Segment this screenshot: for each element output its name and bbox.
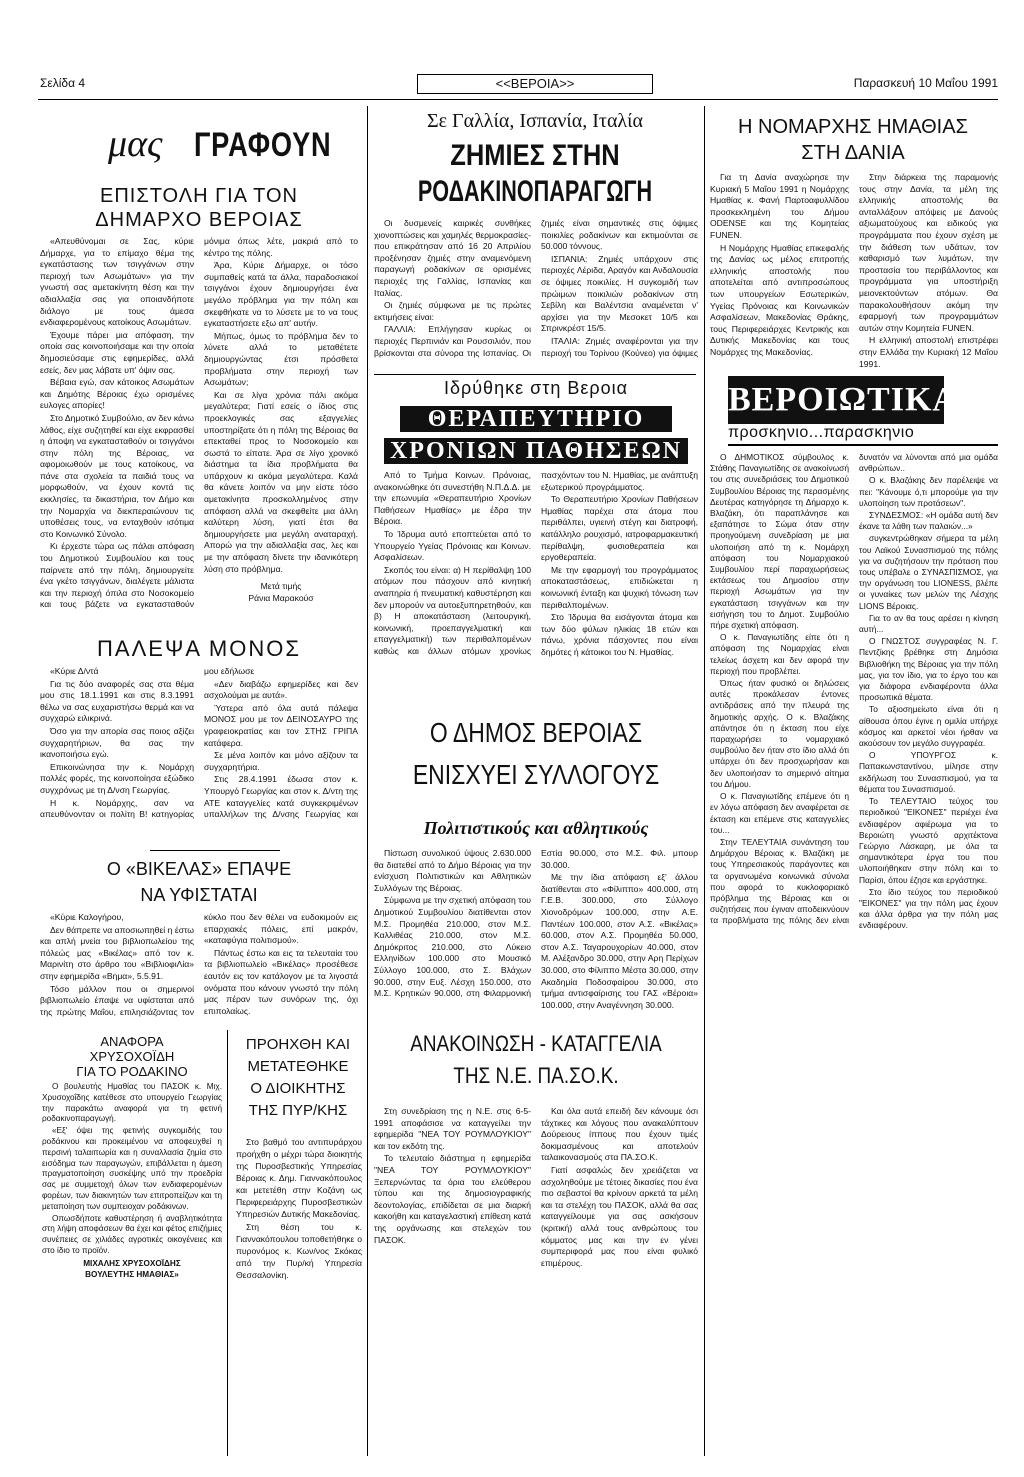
beroiotika-subtitle: προσκηνιο...παρασκηνιο	[728, 424, 998, 446]
anakoinosi-body	[374, 1106, 698, 1456]
signature: Ράνια Μαρακούσ	[248, 592, 314, 603]
list-item: Ο κ. Παναγιωτίδης είπε ότι η απόφαση της Νομαρχίας είναι τελείως άσχετη και δεν αφορά την περιοχή που προβλέπει.	[710, 632, 849, 676]
list-item: Ο κ. Παναγιωτίδης επέμενε ότι η εν λόγω απόφαση δεν αναφέρεται σε έκταση και επέμενε στις καταγγελίες του...	[710, 791, 849, 835]
signature: ΜΙΧΑΛΗΣ ΧΡΥΣΟΧΟΪΔΗΣ	[83, 1258, 181, 1268]
prohthi-title-line: ΤΗΣ ΠΥΡ/ΚΗΣ	[248, 1102, 348, 1119]
list-item: Το αξιοσημείωτο είναι ότι η αίθουσα όπου έγινε η ομιλία υπήρχε κόσμος και αρκετοί νέοι ήρθαν να ακούσουν τον μεγάλο συγγραφέα.	[859, 704, 998, 749]
paragraph: «Δεν διαβάζω εφημερίδες και δεν ασχολούμαι με αυτά».	[204, 678, 358, 701]
vikelas-body	[40, 912, 358, 1020]
list-item: Όπως ήταν φυσικό οι δηλώσεις αυτές προκάλεσαν έντονες αντιδράσεις από την πλευρά της δημοτικής αρχής. Ο κ. Βλαζάκης απάντησε ότι η έκταση που είχε παραχωρήσει το νομαρχιακό συμβούλιο δεν ήταν στο ίδιο αλλά ότι υπάρχει ότι δεν προσχωρήσαν και δεν υλοποιήσαν το σημερινό αίτημα του Δήμου.	[710, 678, 849, 789]
paragraph: Για τις δύο αναφορές σας στα θέμα μου στις 18.1.1991 και στις 8.3.1991 θέλω να σας ευχαριστήσω θερμά και να συγχαρώ ειλικρινά.	[40, 678, 194, 724]
paragraph: ΙΣΠΑΝΙΑ: Ζημιές υπάρχουν στις περιοχές Λέριδα, Αραγόν και Ανδαλουσία σε όψιμες ποικιλίες. Η συγκομιδή των πρώιμων ποικιλιών ροδακίνων στη Σεβίλη και Βαλέντσια αναμένεται ν' αρχίσει για την Μεσοκετ 10/5 και Σπρινκρέστ 15/5.	[541, 253, 698, 334]
paragraph: Άρα, Κύριε Δήμαρχε, οι τόσο συμπαθείς κατά τα άλλα, παραδοσιακοί τσιγγάνοι έχουν δημιουργήσει ένα μεγάλο πρόβλημα για την πόλη και σκεφθήκατε να το λύσετε με το να τους εγκαταστήσετε εξω απ' αυτήν.	[204, 260, 358, 329]
paragraph: Σε μένα λοιπόν και μόνο αξίζουν τα συγχαρητήρια.	[204, 750, 358, 772]
vikelas-title-line: Ο «ΒΙΚΕΛΑΣ» ΕΠΑΨΕ	[106, 859, 292, 879]
prohthi-title-line: Ο ΔΙΟΙΚΗΤΗΣ	[250, 1080, 346, 1097]
paragraph: «Κύριε Δ/ντά	[50, 666, 99, 676]
paragraph: «Κύριε Καλογήρου,	[50, 912, 124, 922]
paragraph: Στο Δημοτικό Συμβούλιο, αν δεν κάνω λάθος, είχε συζητηθεί και είχε εκφρασθεί η άποψη να εγκατασταθούν οι τσιγγάνοι στην πόλη της Βέροιας, να αφομοιωθούν με τους κατοίκους, να πάνε στα σχολεία τα παιδιά τους να μορφωθούν, να έχουν κοντά τις εκκλησίες, τα δικαστήρια, τον Δήμο και την Νομαρχία να διεκπεραιώνουν τις υποθέσεις τους, να ενταχθούν ισότιμα στο Κοινωνικό Σύνολο.	[40, 412, 194, 539]
paragraph: «Απευθύνομαι σε Σας, κύριε Δήμαρχε, για το επίμαχο θέμα της εγκατάστασης των τσιγγάνων στην περιοχή των Ασωμάτων» για την γνωστή σας αμετακίνητη θέση και την αδιαλλαξία σας για οποιανδήποτε διάλογο με τους άμεσα ενδιαφερομένους κατοίκους Ασωμάτων.	[40, 236, 194, 328]
dimos-headline	[374, 712, 698, 812]
paragraph: Το Ίδρυμα αυτό εποπτεύεται από το Υπουργείο Υγείας Πρόνοιας και Κοινων. Ασφαλίσεων.	[374, 528, 531, 563]
paragraph: Βέβαια εγώ, σαν κάτοικος Ασωμάτων και Δημότης Βέροιας έχω ορισμένες ευλογες απορίες!	[40, 377, 194, 411]
palepsa-title: ΠΑΛΕΨΑ ΜΟΝΟΣ	[97, 636, 301, 661]
paragraph: Οπωσδήποτε καθυστέρηση ή αναβλητικότητα στη λήψη αποφάσεων θα έχει και φέτος επιζήμιες συνέπειες σε χιλιάδες αγροτικές οικογένειες και στο ίδιο το προϊόν.	[42, 1213, 222, 1255]
paragraph: Τόσο μάλλον που οι σημερινοί βιβλιοπωλείο έπαψε να υφίσταται από της πρώτης Μαΐου, επιλησιάζοντας τον κύκλο που δεν θέλει να ευδοκιμούν εις επαρχιακές πόλεις, επί μακρόν, «καταφύγια πολιτισμού».	[40, 912, 358, 1017]
column-divider	[367, 106, 368, 1456]
therapeftirio-headline-1: ΘΕΡΑΠΕΥΤΗΡΙΟ	[400, 406, 672, 432]
paper-name: <<ΒΕΡΟΙΑ>>	[417, 74, 653, 94]
therapeftirio-kicker: Ιδρύθηκε στη Βεροια	[443, 378, 629, 398]
signature: ΒΟΥΛΕΥΤΗΣ ΗΜΑΘΙΑΣ»	[85, 1269, 179, 1279]
signature: Μετά τιμής	[260, 581, 302, 592]
paragraph: Στο Ίδρυμα θα εισάγονται άτομα και των δύο φύλων ηλικίας 18 ετών και πάνω, χρόνια πάσχοντες που είναι δημότες ή κάτοικοι του Ν. Ημαθίας.	[541, 612, 698, 657]
paragraph: Ύστερα από όλα αυτά πάλεψα ΜΟΝΟΣ μου με τον ΔΕΙΝΟΣΑΥΡΟ της γραφειοκρατίας και τον ΣΤΗΣ ΓΡΙΠΑ κατάφερα.	[204, 702, 358, 748]
paragraph: Για τη Δανία αναχώρησε την Κυριακή 5 Μαΐου 1991 η Νομάρχης Ημαθίας κ. Φανή Παρτοαφυλλίδου προσκεκλημένη του Δήμου ODENSE και της Κομητείας FUNEN.	[710, 172, 849, 240]
rodakino-headline	[372, 138, 698, 218]
paragraph: Οι ζημιές σύμφωνα με τις πρώτες εκτιμήσεις είναι:	[374, 300, 531, 322]
list-item: συγκεντρώθηκαν σήμερα τα μέλη του Λαϊκού Συνασπισμού της πόλης για να συζητήσουν την πρόταση που τους υπέβαλε ο ΣΥΝΑΣΠΙΣΜΟΣ, για την οργάνωση του LIONESS, βλέπε οι γυναίκες των μελών της Λέσχης LIONS Βέροιας.	[859, 533, 998, 611]
list-item: Ο ΔΗΜΟΤΙΚΟΣ σύμβουλος κ. Στάθης Παναγιωτίδης σε ανακοίνωσή του στις συνεδριάσεις του Δημοτικού Συμβουλίου Βέροιας της περασμένης Δευτέρας κατηγόρησε τη Δήμαρχο κ. Βλαζάκη, ότι παραπλάνησε και εξαπάτησε το Σώμα όταν στην προηγούμενη συνεδρίαση με μια υλοποιήση από τη κ. Νομάρχη απόφαση του Νομαρχιακού Συμβουλίου περί παραχωρήσεως εκτάσεως του Δημοσίου στην περιοχή Ασωμάτων για την εγκατάσταση τσιγγάνων και την εισήγηση του το Δημοτ. Συμβούλιο πήρε σχετική απόφαση.	[710, 452, 849, 631]
therapeftirio-body	[374, 470, 698, 700]
nomarchis-body	[710, 172, 998, 374]
issue-date: Παρασκευή 10 Μαΐου 1991	[853, 76, 998, 90]
anafora-title-line: ΧΡΥΣΟΧΟΪΔΗ	[89, 1049, 175, 1064]
page-header	[40, 74, 998, 94]
rodakino-body	[374, 218, 698, 368]
paragraph: Όσο για την απορία σας ποιος αξίζει συγχαρητήριων, θα σας την ικανοποιήσω εγώ.	[40, 725, 194, 760]
nomarchis-title-line: ΣΤΗ ΔΑΝΙΑ	[801, 142, 905, 164]
list-item: Ο ΥΠΟΥΡΓΟΣ κ. Παπακωνσταντίνου, μίλησε στην εκδήλωση του Συνασπισμού, για τα θέματα του Συνασπισμού.	[859, 750, 998, 794]
paragraph: Η ελληνική αποστολή επιστρέφει στην Ελλάδα την Κυριακή 12 Μαΐου 1991.	[859, 335, 998, 369]
logo-script: μας	[108, 123, 163, 165]
rodakino-kicker: Σε Γαλλία, Ισπανία, Ιταλία	[427, 110, 643, 132]
anafora-title-line: ΓΙΑ ΤΟ ΡΟΔΑΚΙΝΟ	[76, 1064, 188, 1079]
paragraph: Το τελευταίο διάστημα η εφημερίδα "ΝΕΑ ΤΟΥ ΡΟΥΜΛΟΥΚΙΟΥ" Ξεπερνώντας τα όρια του ελεύθερου τύπου και της δημοσιογραφικής δεοντολογίας, επιδίδεται σε μια διαρκή κακοήθη και καταγελαστική επίθεση κατά της οργάνωσης και στελεχών του ΠΑΣΟΚ.	[374, 1153, 531, 1245]
paragraph: Έχουμε πάρει μια απόφαση, την οποία σας κοινοποιήσαμε και την οποία δημοσιεύσαμε στις εφημερίδες, αλλά εσείς, δεν μας λάβατε υπ' όψιν σας.	[40, 329, 194, 375]
therapeftirio-headline-2: ΧΡΟΝΙΩΝ ΠΑΘΗΣΕΩΝ	[384, 438, 688, 464]
list-item: Ο ΓΝΩΣΤΟΣ συγγραφέας Ν. Γ. Πεντζίκης βρέθηκε στη Δημόσια Βιβλιοθήκη της Βέροιας για την πόλη μας, για τον ίδιο, για το έργο του και για διάφορα ενδιαφέροντα άλλα προσωπικά θέματα.	[859, 636, 998, 703]
paragraph: Στην διάρκεια της παραμονής τους στην Δανία, τα μέλη της ελληνικής αποστολής θα ανταλλάξουν απόψεις με Δανούς αξιωματούχους και ειδικούς για προγράμματα που έχουν σχέση με την διάθεση των υδάτων, τον καθαρισμό των λυμάτων, την προστασία του περιβάλλοντος και προγράμματα για υποστήριξη μειονεκτούντων ατόμων. Θα παρακολουθήσουν ακόμη την εφαρμογή των προγραμμάτων αυτών στην Κομητεία FUNEN.	[859, 172, 998, 333]
paragraph: Στις 28.4.1991 έδωσα στον κ. Υπουργό Γεωργίας και στον κ. Δ/ντη της ΑΤΕ καταγγελίες κατά συγκεκριμένων υπαλλήλων της Δ/νσης Γεωργίας και	[204, 774, 358, 820]
paragraph: Στη συνεδρίαση της η Ν.Ε. στις 6-5-1991 αποφάσισε να καταγγείλει την εφημερίδα "ΝΕΑ ΤΟΥ ΡΟΥΜΛΟΥΚΙΟΥ" και τον εκδότη της.	[374, 1106, 531, 1151]
paragraph: Δεν θάπρεπε να αποσιωπηθεί η έστω και απλή μνεία του βιβλιοπωλείου της πόλεώς μας «Βικέλας» από τον κ. Μαρινίτη στο άρθρο του «ΒιβλιοφιΛία» στην εφημερίδα «Βημα», 5.5.91.	[40, 924, 194, 981]
paragraph: Σύμφωνα με την σχετική απόφαση του Δημοτικού Συμβουλίου διατίθενται στον Μ.Σ. Προμηθέα 210.000, στον Μ.Σ. Καλλιθέας 210.000, στον Μ.Σ. Δημόκριτος 210.000, στο Λύκειο Ελληνίδων 100.000 στο Μουσικό Σύλλογο 100.000, στο Σ. Βλάχων 90.000, στην Ευξ. Λέσχη 150.000, στο Μ.Σ. Κρητικών 90.000, στη Φιλαρμονική Εστία 90.000, στο Μ.Σ. Φιλ. μπουρ 30.000.	[374, 848, 698, 999]
paragraph: Και όλα αυτά επειδή δεν κάνουμε όσι τάχτικες και λόγους που ανακαλύπτουν Δούρειους ίππους που έχουν τιμές δοκιμασμένους και αποτελούν ταλαικονασμούς στα ΠΑ.ΣΟ.Κ.	[541, 1106, 698, 1163]
vikelas-title-line: ΝΑ ΥΦΙΣΤΑΤΑΙ	[140, 885, 258, 905]
letter-body	[40, 236, 358, 632]
letter-title	[40, 184, 358, 232]
nomarchis-title-line: Η ΝΟΜΑΡΧΗΣ ΗΜΑΘΙΑΣ	[738, 116, 968, 138]
list-item: Ο κ. Βλαζάκης δεν παρέλειψε να πει: "Κάνουμε ό,τι μπορούμε για την υλοποίηση των προτάσεων".	[859, 475, 998, 508]
paragraph: Κι έρχεστε τώρα ως πάλαι απόφαση του Δημοτικού Συμβουλίου και τους παίρνετε από την πόλη, δημιουργείτε ένα γκέτο τσιγγάνων, διαλέγετε μάλιστα και την περιοχή όπιλα στο Νοσοκομείο και τους βάζετε να εγκατασταθούν μόνιμα όπως λέτε, μακριά από το κέντρο της πόλης.	[40, 236, 358, 610]
section-divider	[150, 850, 280, 851]
dimos-headline-line: ΕΝΙΣΧΥΕΙ ΣΥΛΛΟΓΟΥΣ	[412, 759, 660, 790]
rodakino-headline-line: ΡΟΔΑΚΙΝΟΠΑΡΑΓΩΓΗ	[417, 175, 653, 208]
paragraph: Το Θεραπευτήριο Χρονίων Παθήσεων Ημαθίας παρέχει στα άτομα που περιθάλπει, υγιεινή στέγη και διατροφή, κατάλληλο ρουχισμό, ιατροφαρμακευτική περίθαλψη, φυσιοθεραπεία και εργοθεραπεία.	[541, 494, 698, 563]
beroiotika-logo: ΒΕΡΟΙΩΤΙΚΑ	[728, 376, 944, 424]
paragraph: ΙΤΑΛΙΑ: Ζημιές αναφέρονται για την περιοχή του Τορίνου (Κούνεο) για όψιμες	[541, 335, 698, 358]
list-item: Το ΤΕΛΕΥΤΑΙΟ τεύχος του περιοδικού "ΕΙΚΟΝΕΣ" περιέχει ένα ενδιαφέρον αφιέρωμα για το Βεροιώτη γνωστό αρχιτέκτονα Γεώργιο Λάσκαρη, με όλα τα σημαντικότερα έργα του που υλοποιήθηκαν στην πόλη και το Παρίσι, όπου έζησε και εργάστηκε.	[859, 796, 998, 885]
column-divider	[704, 106, 705, 1456]
paragraph: Γιατί ασφαλώς δεν χρειάζεται να ασχοληθούμε με τέτοιες δικασίες που ένα πιο σεβαστοί θα κρίνουν αρκετά τα μέλη και τα στελέχη του ΠΑΣΟΚ, αλλά θα σας καταγγείλουμε για σας ασκήσουν (κριτική) αλλά τους ανθρώπους του κόμματος μας και την εν γένει συμπεριφορά μας που είναι φυλικό επιμέρους.	[541, 1164, 698, 1268]
prohthi-title-line: ΠΡΟΗΧΘΗ ΚΑΙ	[245, 1036, 351, 1053]
palepsa-body	[40, 666, 358, 832]
paragraph: ΓΑΛΛΙΑ: Επλήγησαν κυρίως οι περιοχές Περπινιάν και Ρουσσιλιόν, που βρίσκονται στα σύνορα της Ισπανίας. Οι ζημιές είναι σημαντικές στις όψιμες ποικιλίες ροδακίνων και εκτιμούνται σε 50.000 τόννους.	[374, 218, 698, 358]
paragraph: Πίστωση συνολικού ύψους 2.630.000 θα διατεθεί από το Δήμο Βέροιας για την ενίσχυση Πολιτιστικών και Αθλητικών Συλλόγων της Βέροιας.	[374, 848, 531, 893]
list-item: Στην ΤΕΛΕΥΤΑΙΑ συνάντηση του Δημάρχου Βέροιας κ. Βλαζάκη με τους Υπηρεσιακούς παράγοντες και τα οργανωμένα κοινωνικά σύνολα που αφορά το κυκλοφοριακό πρόβλημα της Βέροιας και οι συζητήσεις που έγιναν αποδεικνύουν τα προβλήματα της πόλης δεν είναι δυνατόν να λύνονται από μια ομάδα ανθρώπων..	[710, 452, 998, 926]
beroiotika-items	[710, 452, 998, 1456]
paragraph: Από το Τμήμα Κοινων. Πρόνοιας, ανακοινώθηκε ότι συνεστήθη Ν.Π.Δ.Δ. με την επωνυμία «Θεραπευτήριο Χρονίων Παθήσεων Ημαθίας» με έδρα την Βέροια.	[374, 470, 531, 527]
page-label: Σελίδα 4	[40, 76, 86, 90]
paragraph: Οι δυσμενείς καιρικές συνθήκες χιονοπτώσεις και χαμηλές θερμοκρασίες-που επικράτησαν από 16 20 Απριλίου προξένησαν ζημιές στην αναμενόμενη παραγωγή ροδακίνων σε ορισμένες περιοχές της Γαλλίας, Ισπανίας και Ιταλίας.	[374, 218, 531, 298]
paragraph: «Εξ' όψει της φετινής συγκομιδής του ροδάκινου και προκειμένου να αποφευχθεί η περσινή ταλαιπωρία και η συναλλασία ζημία στο εισόδημα των παραγωγών, επιβάλλεται η άμεση πραγματοποίηση συσκέψης υπό την προεδρία σας με συμμετοχή όλων των ενδιαφερομένων φορέων, των διακινητών των επιτροπείζων και τη μεταποίηση των συμπειοχαν ροδάκινων.	[42, 1126, 222, 1211]
header-rule	[38, 99, 998, 100]
letter-title-line: ΔΗΜΑΡΧΟ ΒΕΡΟΙΑΣ	[95, 209, 303, 231]
logo-title: ΓΡΑΦΟΥΝ	[194, 126, 332, 164]
dimos-subtitle: Πολιτιστικούς και αθλητικούς	[423, 818, 649, 838]
paragraph: Με την ίδια απόφαση εξ' άλλου διατίθενται στο «Φίλιππο» 400.000, στη Γ.Ε.Β. 300.000, στο Σύλλογο Χιονοδρόμων 100.000, στην Α.Ε. Παντέων 100.000, στον Α.Σ. «Βικέλας» 60.000, στον Α.Σ. Προμηθέα 50.000, στον Α.Σ. Ταγαρουχορίων 40.000, στον Μ. Αλέξανδρο 30.000, στην Αρη Περίχων 30.000, στο Φίλιππο Μέστα 30.000, στην Ακαδημία Ποδοσφαίρου 30.000, στο τμήμα αντισφαίρισης του ΓΑΣ «Βέροια» 100.000, στην Αναγέννηση 30.000.	[541, 872, 698, 1010]
vikelas-title	[40, 856, 358, 908]
letter-title-line: ΕΠΙΣΤΟΛΗ ΓΙΑ ΤΟΝ	[100, 185, 298, 207]
prohthi-body	[236, 1136, 362, 1356]
paragraph: Σκοπός του είναι: α) Η περίθαλψη 100 ατόμων που πάσχουν από κινητική αναπηρία ή πνευματική καθυστέρηση και δεν μπορούν να αυτοεξυπηρετηθούν, και β) Η αποκατάσταση (λειτουργική, κοινωνική, προεπαγγελματική και επαγγελματική) των περιθαλπομένων καθώς και άλλων ατόμων χρονίως πασχόντων του Ν. Ημαθίας, με ανάπτυξη εξωτερικού προγράμματος.	[374, 470, 698, 656]
paragraph: Η Νομάρχης Ημαθίας επικεφαλής της Δανίας ως μέλος επιτροπής ελληνικής αποστολής που αποτελείται από αντιπροσώπους των υπουργείων Εσωτερικών, Υγείας Πρόνοιας και Κοινωνικών Ασφαλίσεων, Μακεδονίας Θράκης, τους Περιφερειάρχες Κεντρικής και Δυτικής Μακεδονίας και τους Νομάρχες της Μακεδονίας.	[710, 242, 849, 357]
list-item: Για το αν θα τους αρέσει η κίνηση αυτή...	[859, 612, 998, 635]
list-item: ΣΥΝΔΕΣΜΟΣ: «Η ομάδα αυτή δεν έκανε τα λάθη των παλαιών...»	[859, 510, 998, 532]
anafora-title-line: ΑΝΑΦΟΡΑ	[100, 1034, 164, 1049]
paragraph: Η κ. Νομάρχης, σαν να απευθύνονταν οι πολίτη Β! κατηγορίας μου εδήλωσε	[40, 666, 255, 820]
dimos-headline-line: Ο ΔΗΜΟΣ ΒΕΡΟΙΑΣ	[429, 717, 643, 748]
paragraph: Με την εφαρμογή του προγράμματος αποκαταστάσεως, επιδιώκεται η κοινωνική ένταξη και ψυχική τόνωση των περιθαλπομένων.	[541, 564, 698, 610]
paragraph: Πάντως έστω και εις τα τελευταία του τα βιβλιοπωλείο «Βικέλας» προσέθεσε εαυτόν εις τον κατάλογον με τα λιγοστά ονόματα που κάνουν γνωστό την πόλη μας πέραν των συνόρων της, όχι επιπολαίως.	[204, 947, 358, 1016]
paragraph: Στο βαθμό του αντιπυράρχου προήχθη ο μέχρι τώρα διοικητής της Πυροσβεστικής Υπηρεσίας Βέροιας κ. Δημ. Γιαννακόπουλος και μετετέθη στην Κοζάνη ως Περιφερειάρχης Πυροσβεστικών Υπηρεσιών Δυτικής Μακεδονίας.	[236, 1137, 362, 1219]
nomarchis-title	[708, 114, 998, 168]
paragraph: Μήπως, όμως το πρόβλημα δεν το λύνετε αλλά το μεταθέτετε δημιουργώντας έτσι πρόσθετα προβλήματα στην περιοχή των Ασωμάτων;	[204, 330, 358, 388]
paragraph: Ο βουλευτής Ημαθίας του ΠΑΣΟΚ κ. Μιχ. Χρυσοχοΐδης κατέθεσε στο υπουργείο Γεωργίας την παρακάτω αναφορά για τη φετινή ροδακινοπαραγωγή.	[42, 1082, 222, 1124]
mas-grafoun-logo	[108, 118, 358, 170]
paragraph: Και σε λίγα χρόνια πάλι ακόμα μεγαλύτερα; Γιατί εσείς ο ίδιος στις προεκλογικές σας εξαγγελίες υποστηρίξατε ότι η πόλη της Βέροιας θα επεκταθεί προς το Νοσοκομείο και σωστά το είπατε. Άρα σε λίγο χρονικό διάστημα τα ίδια προβλήματα θα υπάρχουν κι ακόμα μεγαλύτερα. Καλά θα κάνετε λοιπόν να μην είστε τόσο αμετακίνητα προσκολλημένος στην απόφαση αλλά να σκεφθείτε μια άλλη καλύτερη λύση, γιατί έτσι θα δημιουργήσετε μια μεγάλη αναταραχή. Απορώ για την αδιαλλαξία σας, λες και με την απόφαση δίνετε την ιδανικότερη λύση στο πρόβλημα.	[204, 389, 358, 574]
anakoinosi-headline	[374, 1028, 698, 1098]
anakoinosi-headline-line: ΤΗΣ Ν.Ε. ΠΑ.ΣΟ.Κ.	[453, 1063, 619, 1088]
prohthi-title-line: ΜΕΤΑΤΕΘΗΚΕ	[247, 1058, 349, 1075]
rodakino-headline-line: ΖΗΜΙΕΣ ΣΤΗΝ	[450, 139, 620, 172]
anafora-body	[42, 1082, 222, 1452]
dimos-body	[374, 848, 698, 1018]
anakoinosi-headline-line: ΑΝΑΚΟΙΝΩΣΗ - ΚΑΤΑΓΓΕΛΙΑ	[410, 1031, 662, 1056]
prohthi-title	[234, 1034, 362, 1126]
paragraph: Στη θέση του κ. Γιαννακόπουλου τοποθετήθηκε ο πυρονόμος κ. Κων/νος Σκόκας από την Πυρ/κή Υπηρεσία Θεσσαλονίκη.	[236, 1222, 362, 1280]
paragraph: Επικοινώνησα την κ. Νομάρχη πολλές φορές, της κοινοποίησα εξώδικο συγχρόνως με τη Δ/νση Γεωργίας.	[40, 761, 194, 795]
list-item: Στο ίδιο τεύχος του περιοδικού "ΕΙΚΟΝΕΣ" για την πόλη μας έχουν και άλλα άρθρα για την πόλη μας ενδιαφέρουν.	[859, 886, 998, 931]
